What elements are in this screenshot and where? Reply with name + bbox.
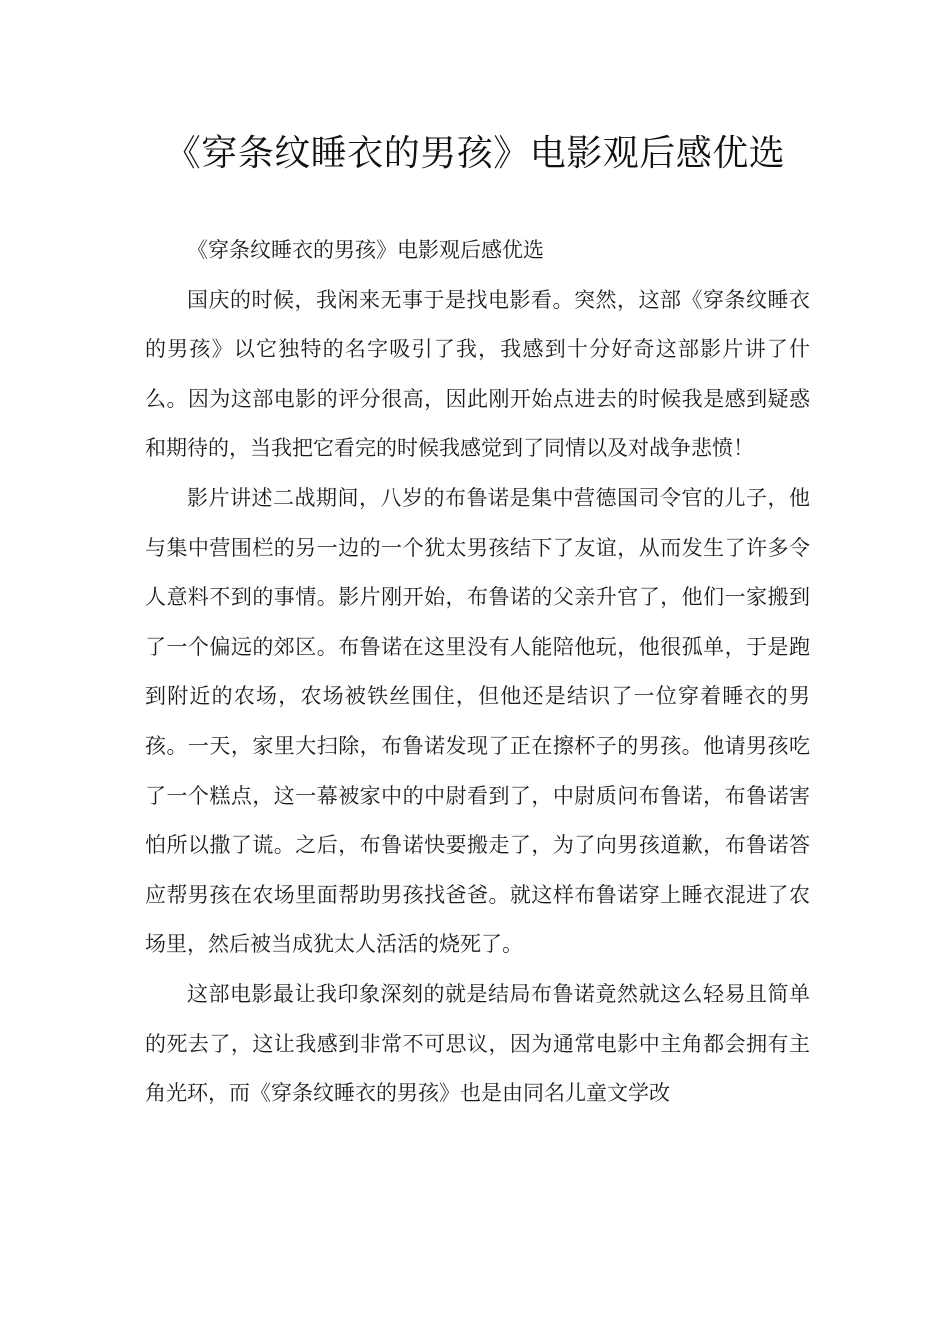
- document-body: [145, 226, 810, 1119]
- document-title: 《穿条纹睡衣的男孩》电影观后感优选: [164, 133, 786, 174]
- paragraph-3: 这部电影最让我印象深刻的就是结局布鲁诺竟然就这么轻易且简单的死去了，这让我感到非常不可思议，因为通常电影中主角都会拥有主角光环，而《穿条纹睡衣的男孩》也是由同名儿童文学改: [145, 981, 810, 1106]
- paragraph-2: 影片讲述二战期间，八岁的布鲁诺是集中营德国司令官的儿子，他与集中营围栏的另一边的一个犹太男孩结下了友谊，从而发生了许多令人意料不到的事情。影片刚开始，布鲁诺的父亲升官了，他们一家搬到了一个偏远的郊区。布鲁诺在这里没有人能陪他玩，他很孤单，于是跑到附近的农场，农场被铁丝围住，但他还是结识了一位穿着睡衣的男孩。一天，家里大扫除，布鲁诺发现了正在擦杯子的男孩。他请男孩吃了一个糕点，这一幕被家中的中尉看到了，中尉质问布鲁诺，布鲁诺害怕所以撒了谎。之后，布鲁诺快要搬走了，为了向男孩道歉，布鲁诺答应帮男孩在农场里面帮助男孩找爸爸。就这样布鲁诺穿上睡衣混进了农场里，然后被当成犹太人活活的烧死了。: [145, 485, 810, 957]
- paragraph-subtitle: 《穿条纹睡衣的男孩》电影观后感优选: [187, 238, 544, 262]
- paragraph-1: 国庆的时候，我闲来无事于是找电影看。突然，这部《穿条纹睡衣的男孩》以它独特的名字吸引了我，我感到十分好奇这部影片讲了什么。因为这部电影的评分很高，因此刚开始点进去的时候我是感到疑惑和期待的，当我把它看完的时候我感觉到了同情以及对战争悲愤！: [145, 287, 810, 461]
